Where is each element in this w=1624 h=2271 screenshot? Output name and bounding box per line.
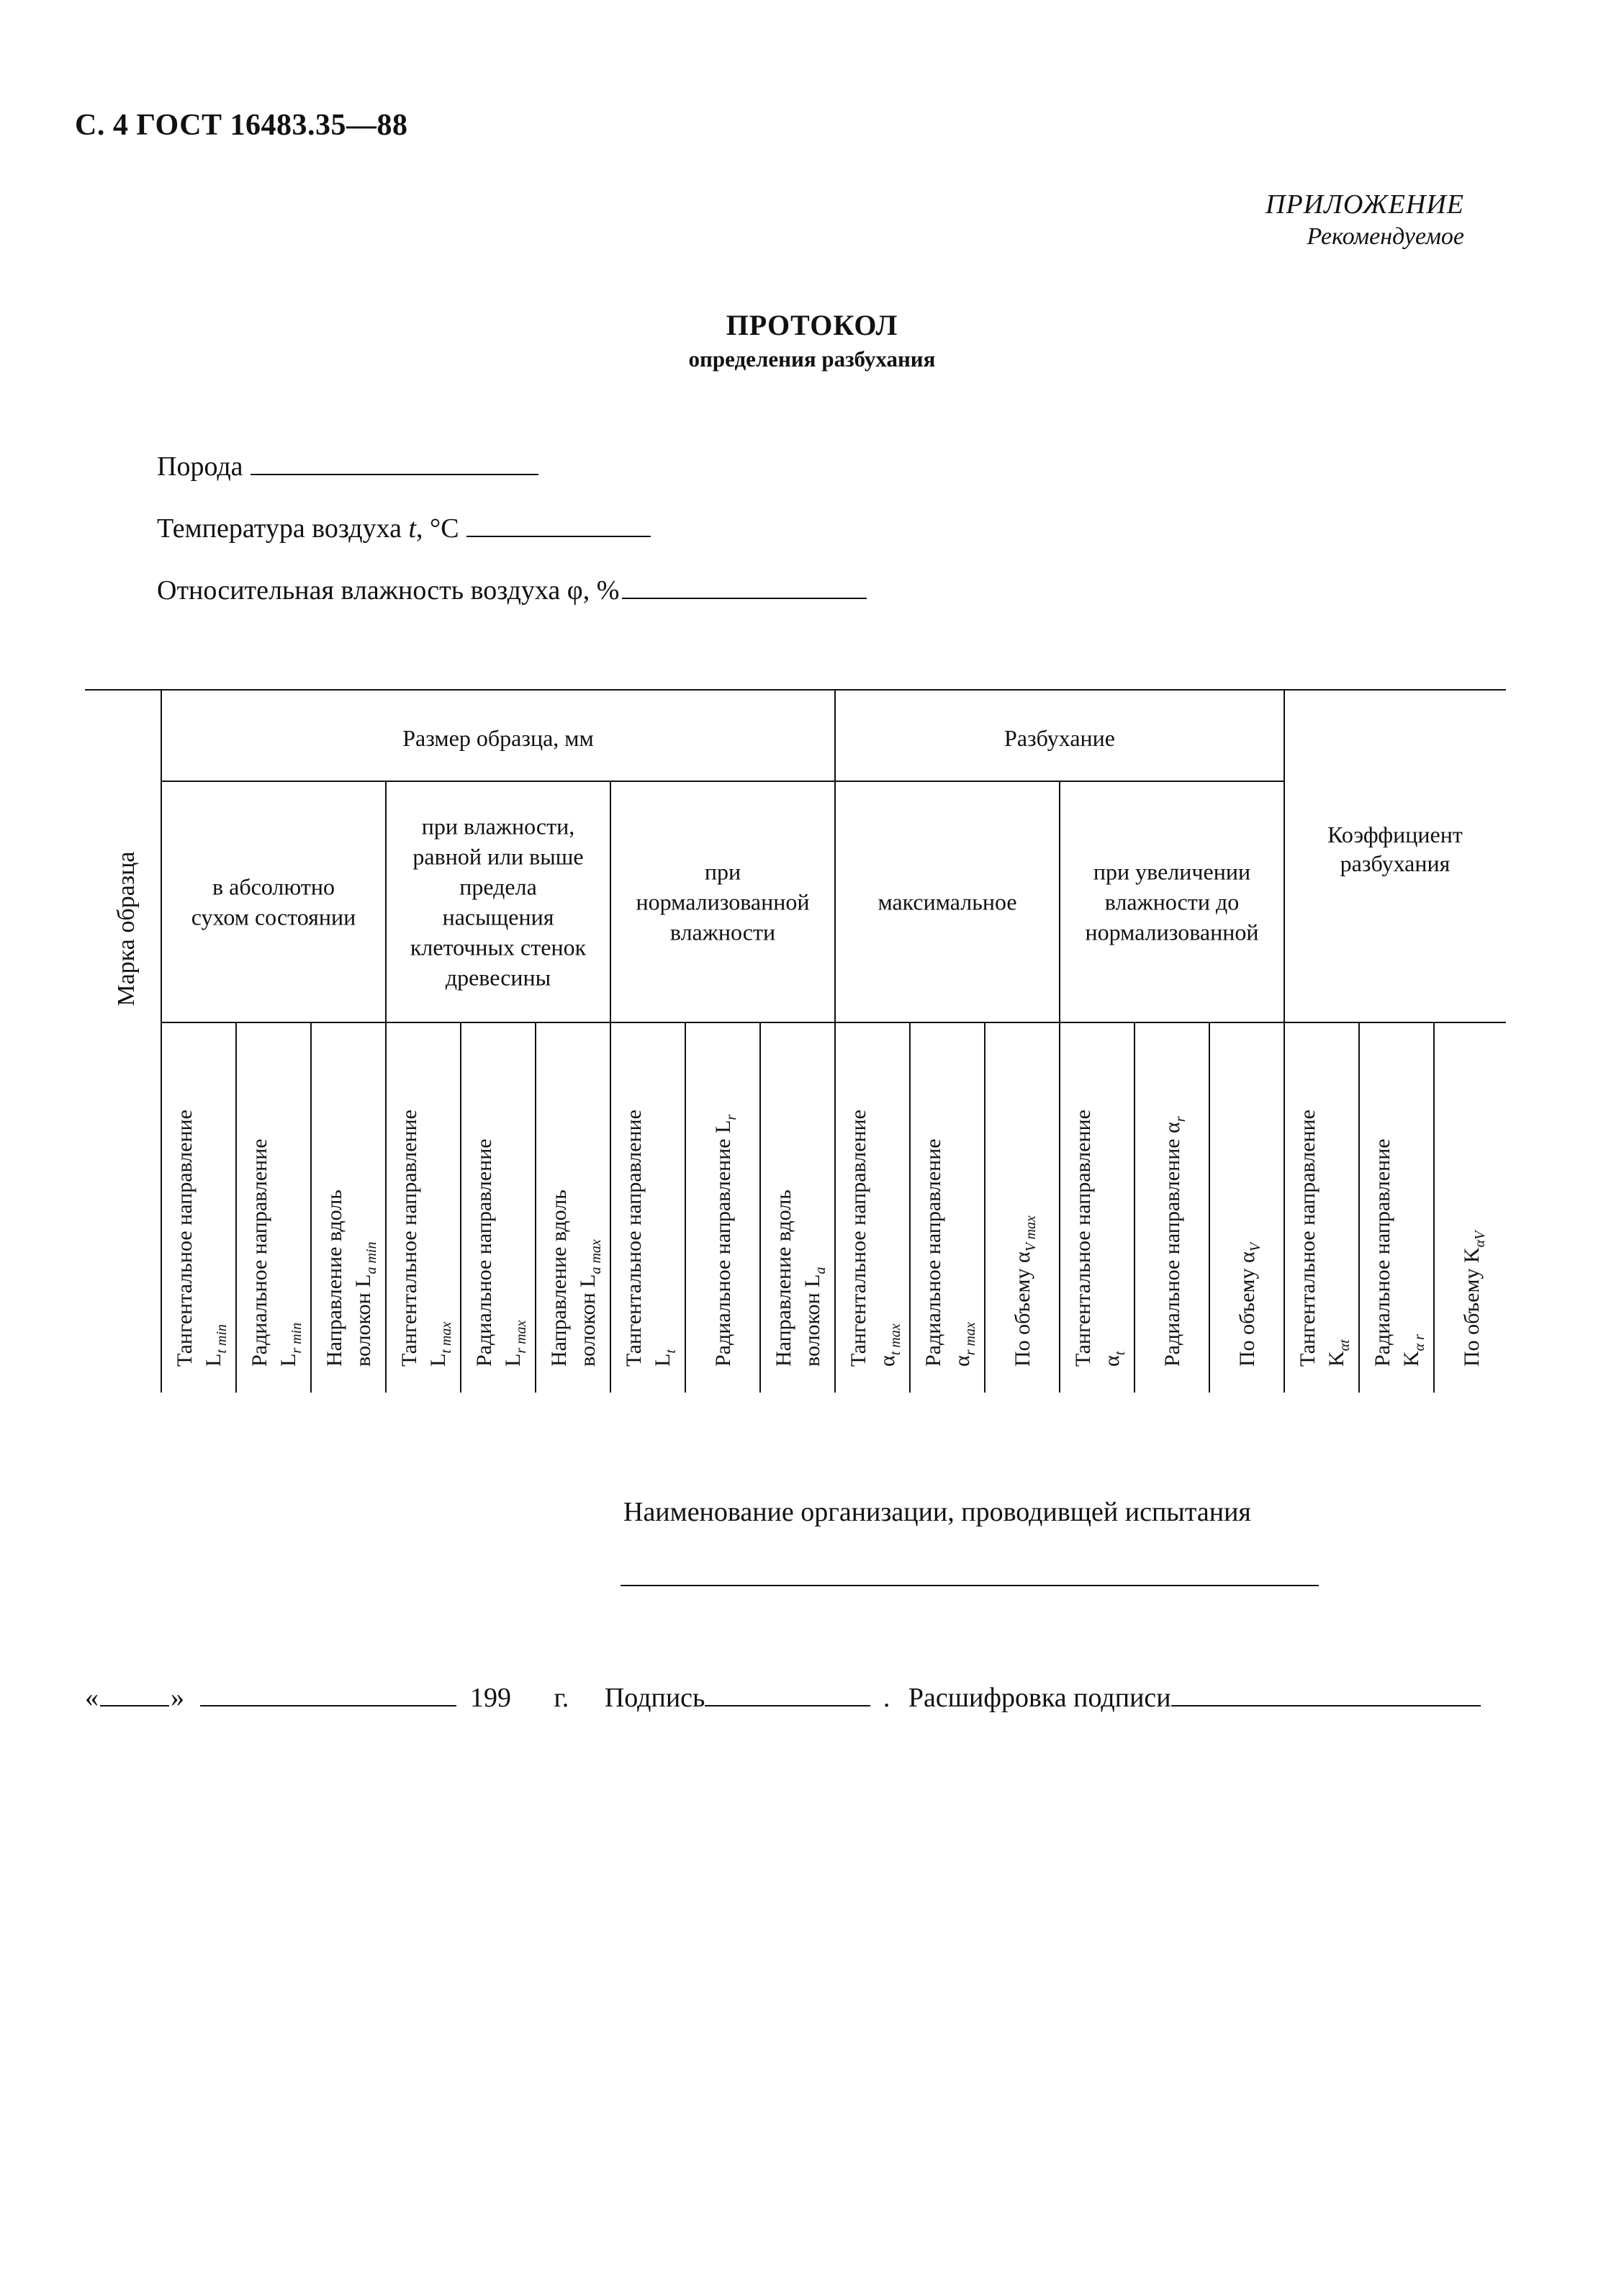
air-temperature-unit: , °С — [416, 513, 459, 544]
column-header-text: Тангентальное направление — [622, 1110, 646, 1367]
column-header-text: Радиальное направление $\alpha_r$ — [1160, 1116, 1188, 1367]
swelling-group-header: Разбухание — [1004, 725, 1115, 751]
column-header-text: Радиальное направление — [921, 1138, 945, 1367]
sample-size-group-header: Размер образца, мм — [402, 725, 594, 751]
air-temperature-blank-line[interactable] — [466, 535, 651, 537]
column-header-2 — [248, 1138, 304, 1367]
column-header-7 — [622, 1110, 679, 1367]
date-quote-open: « — [85, 1683, 99, 1713]
swelling-coefficient-group-header: разбухания — [1340, 850, 1451, 876]
column-header-5 — [472, 1138, 529, 1367]
subgroup-header: при — [704, 858, 741, 885]
subgroup-header: влажности до — [1104, 889, 1240, 915]
column-header-text: волокон $L_{a min}$ — [351, 1241, 379, 1367]
column-header-text: $L_t$ — [651, 1349, 679, 1367]
air-temperature-variable: t — [408, 513, 417, 544]
column-header-text: По объему $\alpha_{V max}$ — [1011, 1215, 1039, 1367]
column-header-text: $L_{r min}$ — [276, 1322, 304, 1367]
column-header-text: Радиальное направление — [1371, 1138, 1394, 1367]
subgroup-header: нормализованной — [1085, 919, 1259, 945]
day-blank[interactable] — [100, 1704, 169, 1706]
subgroup-header: сухом состоянии — [191, 904, 356, 930]
signature-separator: . — [883, 1683, 890, 1713]
sample-mark-header: Марка образца — [113, 851, 140, 1007]
document-title-block — [0, 308, 1624, 372]
column-header-text: Тангентальное направление — [397, 1110, 421, 1367]
air-humidity-blank-line[interactable] — [622, 597, 867, 599]
column-header-text: Тангентальное направление — [1296, 1110, 1320, 1367]
column-header-text: волокон $L_{a max}$ — [576, 1239, 604, 1367]
column-header-text: Радиальное направление — [472, 1138, 496, 1367]
column-header-9 — [772, 1190, 829, 1367]
subgroup-header: насыщения — [442, 904, 554, 930]
year-suffix: г. — [554, 1683, 569, 1713]
page-header: С. 4 ГОСТ 16483.35—88 — [75, 109, 408, 142]
column-header-text: По объему $K_{\alpha V}$ — [1460, 1231, 1488, 1367]
decoding-label: Расшифровка подписи — [908, 1683, 1171, 1713]
appendix-subtitle: Рекомендуемое — [1307, 223, 1464, 250]
column-header-text: $K_{\alpha r}$ — [1399, 1334, 1427, 1367]
subgroup-header: клеточных стенок — [410, 934, 587, 961]
air-temperature-label: Температура воздуха — [157, 513, 402, 544]
air-temperature-field[interactable] — [157, 513, 651, 544]
air-humidity-field[interactable] — [157, 575, 867, 606]
subgroup-header: при увеличении — [1093, 858, 1251, 885]
column-header-text: $K_{\alpha t}$ — [1325, 1339, 1353, 1367]
appendix-label — [1266, 189, 1464, 251]
column-header-12 — [1011, 1215, 1039, 1367]
column-header-text: $L_{t max}$ — [426, 1321, 454, 1367]
column-header-10 — [847, 1110, 903, 1367]
appendix-title: ПРИЛОЖЕНИЕ — [1266, 189, 1464, 220]
subgroup-header: при влажности, — [421, 813, 575, 840]
month-blank[interactable] — [200, 1704, 456, 1706]
year-prefix: 199 — [470, 1683, 511, 1713]
column-header-text: Тангентальное направление — [173, 1110, 197, 1367]
column-header-text: $\alpha_{t max}$ — [875, 1323, 903, 1367]
subgroup-header: максимальное — [878, 889, 1017, 915]
column-header-text: $\alpha_t$ — [1100, 1351, 1128, 1367]
subgroup-header: предела — [459, 873, 537, 900]
subgroup-header: в абсолютно — [212, 873, 335, 900]
column-header-text: $L_{t min}$ — [202, 1324, 230, 1367]
swelling-coefficient-group-header: Коэффициент — [1327, 822, 1463, 847]
signature-blank[interactable] — [705, 1704, 870, 1706]
species-blank-line[interactable] — [251, 473, 538, 475]
species-field[interactable] — [157, 451, 538, 482]
column-header-text: Тангентальное направление — [1071, 1110, 1095, 1367]
date-quote-close: » — [171, 1683, 184, 1713]
species-label: Порода — [157, 451, 243, 482]
column-header-17 — [1371, 1138, 1427, 1367]
column-header-text: $L_{r max}$ — [501, 1320, 529, 1367]
column-header-text: волокон $L_a$ — [800, 1267, 829, 1367]
column-header-6 — [547, 1190, 604, 1367]
column-header-text: По объему $\alpha_V$ — [1235, 1243, 1263, 1367]
column-header-15 — [1235, 1241, 1263, 1367]
column-header-16 — [1296, 1110, 1353, 1367]
subgroup-header: влажности — [669, 919, 776, 945]
column-header-text: Радиальное направление — [248, 1138, 271, 1367]
column-header-4 — [397, 1110, 454, 1367]
signature-row — [85, 1682, 1482, 1714]
column-header-14 — [1160, 1116, 1188, 1367]
column-header-11 — [921, 1138, 978, 1367]
subgroup-header: нормализованной — [636, 889, 810, 915]
column-header-text: Направление вдоль — [322, 1190, 346, 1367]
signature-label: Подпись — [604, 1683, 705, 1713]
document-subtitle: определения разбухания — [688, 346, 936, 372]
organization-label: Наименование организации, проводивщей испытания — [623, 1497, 1251, 1527]
subgroup-header: равной или выше — [412, 843, 584, 870]
column-header-text: Радиальное направление $L_r$ — [711, 1114, 739, 1367]
column-header-text: Направление вдоль — [772, 1190, 795, 1367]
document-title: ПРОТОКОЛ — [726, 309, 898, 341]
column-header-text: Тангентальное направление — [847, 1110, 870, 1367]
subgroup-header: древесины — [445, 964, 551, 991]
column-header-18 — [1460, 1229, 1488, 1367]
organization-blank-line[interactable] — [621, 1585, 1319, 1586]
column-header-3 — [322, 1190, 379, 1367]
air-humidity-label: Относительная влажность воздуха φ, % — [157, 575, 620, 606]
decoding-blank[interactable] — [1171, 1704, 1481, 1706]
column-header-text: Направление вдоль — [547, 1190, 571, 1367]
column-header-1 — [173, 1110, 230, 1367]
column-header-8 — [711, 1115, 739, 1367]
column-header-text: $\alpha_{r max}$ — [950, 1322, 978, 1367]
column-header-13 — [1071, 1110, 1128, 1367]
